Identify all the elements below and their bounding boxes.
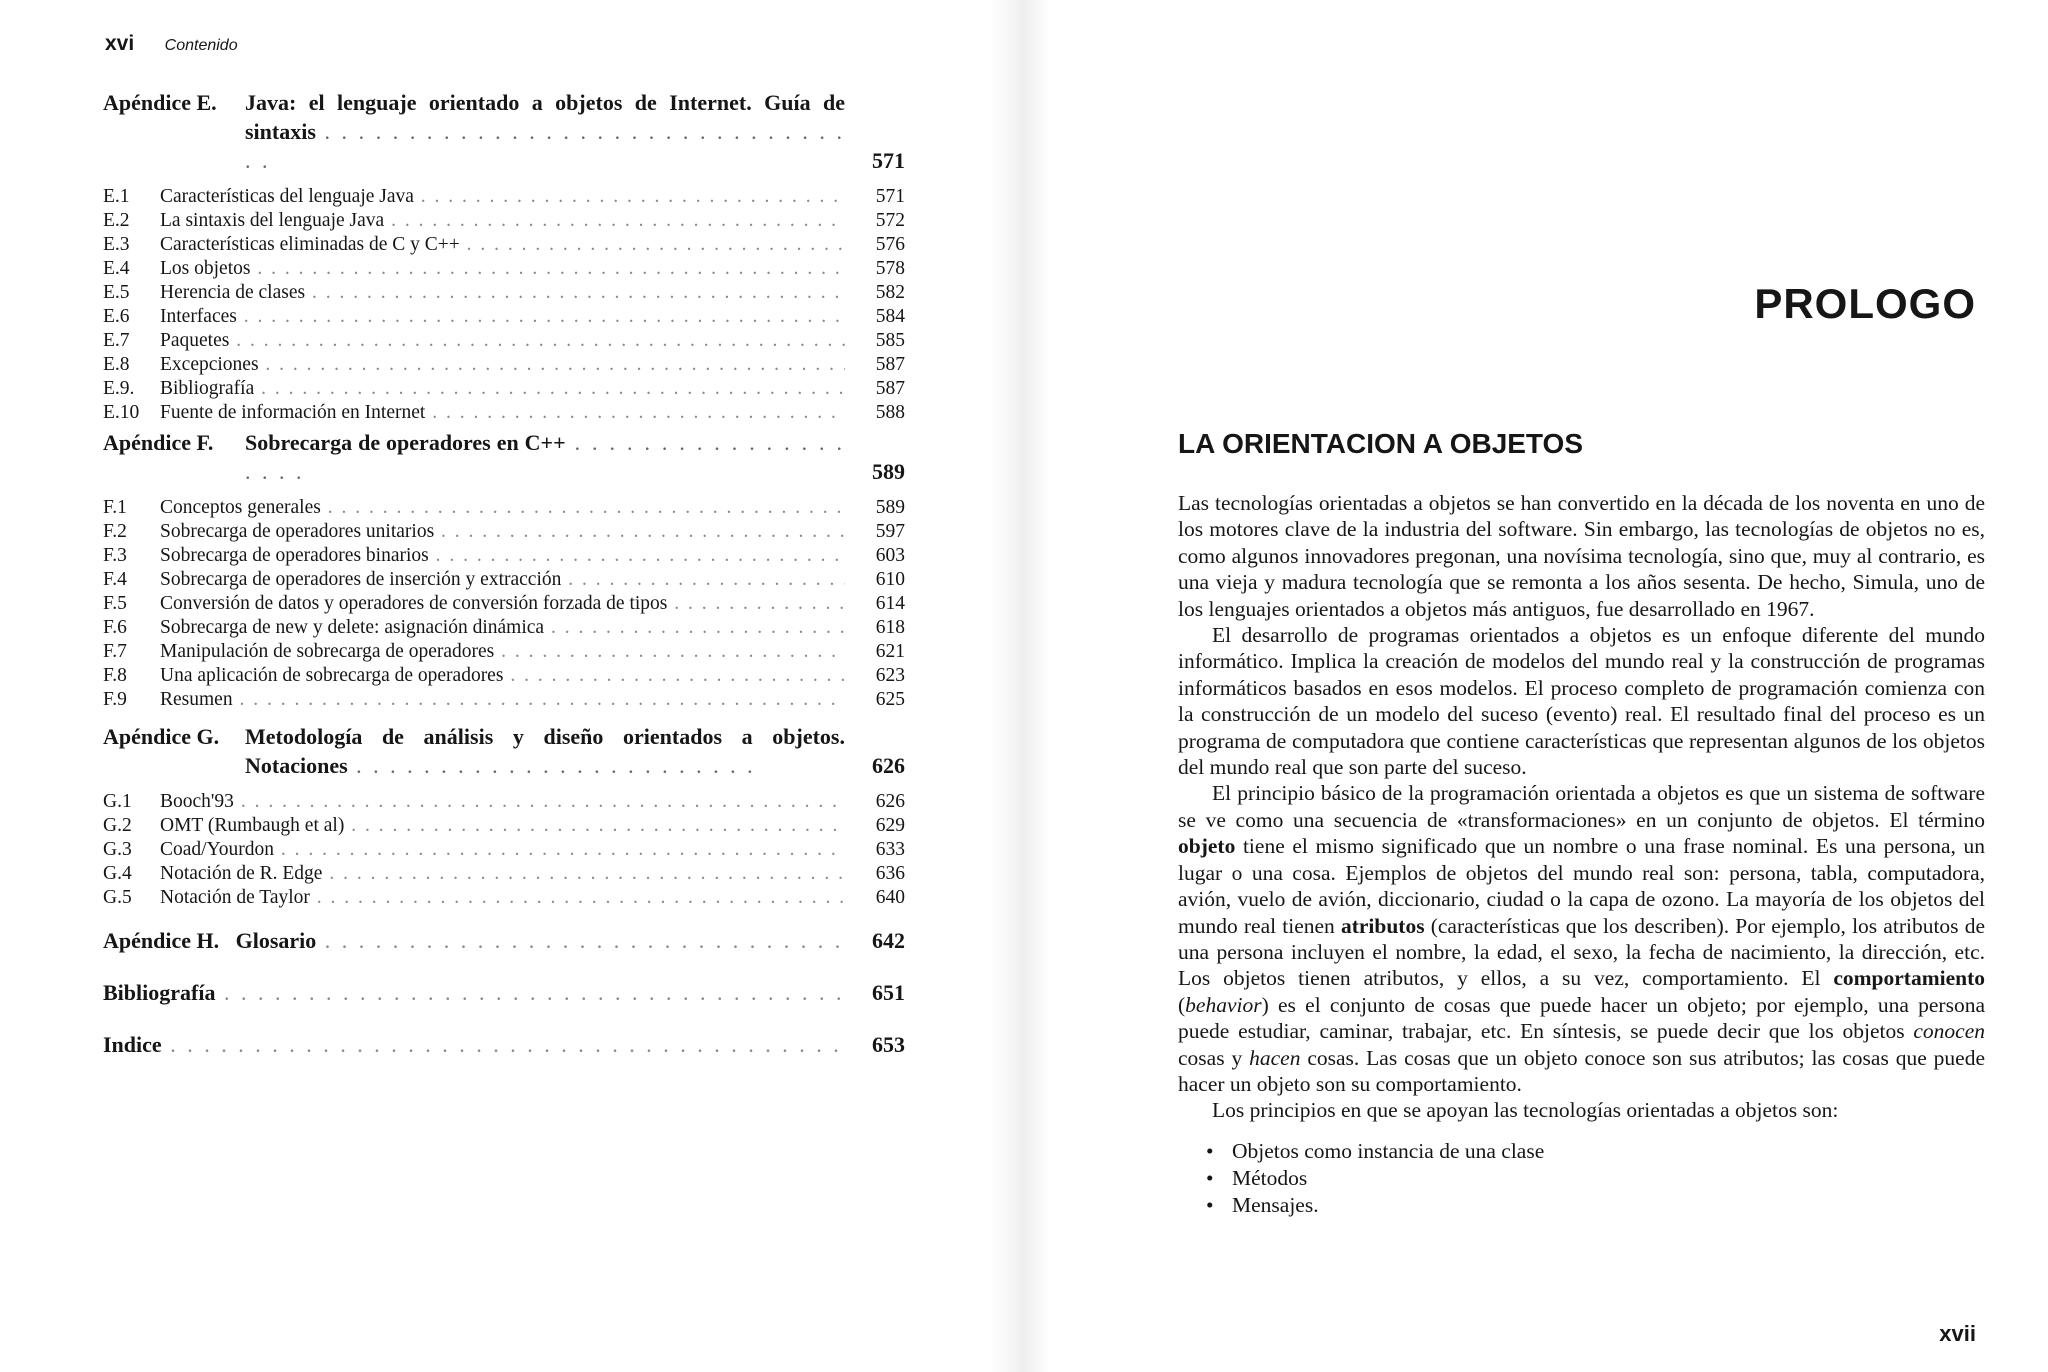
- toc-entry: E.6 Interfaces . . . 584: [103, 305, 905, 329]
- appendix-f-section: [103, 428, 905, 712]
- appendix-title: Metodología de análisis y diseño orientados a objetos. Notaciones . . . . . . . . . . . . . . . . . . . . . . . .: [245, 724, 845, 778]
- appendix-label: Apéndice E.: [103, 90, 217, 115]
- left-page-header: [105, 32, 238, 56]
- appendix-heading: [103, 428, 905, 486]
- toc-entry: F.7 Manipulación de sobrecarga de operadores . . . 621: [103, 640, 905, 664]
- toc-entry: G.1 Booch'93 . . . 626: [103, 790, 905, 814]
- body-text: [1178, 490, 1985, 1219]
- term-comportamiento: comportamiento: [1833, 966, 1985, 991]
- list-item: • Métodos: [1178, 1165, 1985, 1192]
- paragraph: Las tecnologías orientadas a objetos se han convertido en la década de los noventa en uno de los motores clave de la industria del software. Sin embargo, las tecnologías de objetos no es, como algunos innovadores pregonan, una novísima tecnología, sino que, muy al contrario, es una vieja y madura tecnología que se remonta a los años sesenta. De hecho, Simula, uno de los lenguajes orientados a objetos más antiguos, fue desarrollado en 1967.: [1178, 491, 1985, 621]
- toc-entry: F.2 Sobrecarga de operadores unitarios . . . 597: [103, 520, 905, 544]
- paragraph: Los principios en que se apoyan las tecnologías orientadas a objetos son:: [1212, 1098, 1839, 1123]
- paragraph: El principio básico de la programación orientada a objetos es que un sistema de software se ve como una secuencia de «transformaciones» en un conjunto de objetos. El término objeto tiene el mismo significado que un nombre o una frase nominal. Es una persona, un lugar o una cosa. Ejemplos de objetos del mundo real son: persona, tabla, computadora, avión, vuelo de avión, diccionario, ciudad o la capa de ozono. La mayoría de los objetos del mundo real tienen atributos (características que los describen). Por ejemplo, los atributos de una persona incluyen el nombre, la edad, el sexo, la fecha de nacimiento, la dirección, etc. Los objetos tienen atributos, y ellos, a su vez, comportamiento. El comportamiento (behavior) es el conjunto de cosas que puede hacer un objeto; por ejemplo, una persona puede estudiar, caminar, trabajar, etc. En síntesis, se puede decir que los objetos conocen cosas y hacen cosas. Las cosas que un objeto conoce son sus atributos; las cosas que puede hacer un objeto son su comportamiento.: [1178, 781, 1985, 1096]
- toc-entry: F.4 Sobrecarga de operadores de inserción y extracción . . . 610: [103, 568, 905, 592]
- toc-entry: E.9. Bibliografía . . . 587: [103, 377, 905, 401]
- left-page: [0, 0, 1000, 1372]
- toc-entry-indice: Indice . . . 653: [103, 1030, 905, 1060]
- appendix-g-section: [103, 722, 905, 910]
- chapter-title: PROLOGO: [1754, 280, 1976, 327]
- appendix-entries: [103, 790, 905, 910]
- term-objeto: objeto: [1178, 834, 1236, 859]
- toc-entry: E.2 La sintaxis del lenguaje Java . . . 572: [103, 209, 905, 233]
- appendix-label: Apéndice F.: [103, 430, 214, 455]
- toc-entry: G.5 Notación de Taylor . . . 640: [103, 886, 905, 910]
- appendix-heading: [103, 722, 905, 780]
- list-item: • Objetos como instancia de una clase: [1178, 1138, 1985, 1165]
- list-item: • Mensajes.: [1178, 1192, 1985, 1219]
- running-title: Contenido: [164, 37, 238, 54]
- toc-entry: G.2 OMT (Rumbaugh et al) . . . 629: [103, 814, 905, 838]
- right-page-number: xvii: [1939, 1321, 1976, 1346]
- final-entries-section: [103, 926, 905, 1060]
- toc-entry: F.3 Sobrecarga de operadores binarios . . . 603: [103, 544, 905, 568]
- appendix-title: Sobrecarga de operadores en C++ . . . . . . . . . . . . . . . . . . . .: [245, 430, 846, 484]
- appendix-entries: [103, 185, 905, 425]
- toc-entry: F.8 Una aplicación de sobrecarga de operadores . . . 623: [103, 664, 905, 688]
- toc-entry: F.9 Resumen . . . 625: [103, 688, 905, 712]
- appendix-heading: [103, 88, 905, 175]
- toc-entry: E.4 Los objetos . . . 578: [103, 257, 905, 281]
- appendix-page: 626: [872, 753, 905, 778]
- toc-entry: E.8 Excepciones . . . 587: [103, 353, 905, 377]
- bullet-list: [1178, 1138, 1985, 1219]
- appendix-title: Java: el lenguaje orientado a objetos de Internet. Guía de sintaxis . . . . . . . . . . . . . . . . . . . . . . . . . . . . . . . . .: [245, 90, 845, 173]
- toc-entry: G.4 Notación de R. Edge . . . 636: [103, 862, 905, 886]
- term-atributos: atributos: [1340, 913, 1425, 938]
- paragraph: El desarrollo de programas orientados a objetos es un enfoque diferente del mundo informático. Implica la creación de modelos del mundo real y la construcción de programas informáticos basados en esos modelos. El proceso completo de programación comienza con la construcción de un modelo del suceso (evento) real. El resultado final del proceso es un programa de computadora que contiene características que representan algunos de los objetos del mundo real que son parte del suceso.: [1178, 623, 1985, 780]
- appendix-entries: [103, 496, 905, 712]
- toc-entry: E.3 Características eliminadas de C y C++ . . . 576: [103, 233, 905, 257]
- toc-entry: E.10 Fuente de información en Internet . . . 588: [103, 401, 905, 425]
- toc-entry: E.5 Herencia de clases . . . 582: [103, 281, 905, 305]
- appendix-label: Apéndice G.: [103, 724, 220, 749]
- appendix-e-section: [103, 88, 905, 425]
- toc-entry: F.6 Sobrecarga de new y delete: asignación dinámica . . . 618: [103, 616, 905, 640]
- toc-entry: F.1 Conceptos generales . . . 589: [103, 496, 905, 520]
- toc-entry-glosario: Apéndice H. Glosario . . . 642: [103, 926, 905, 956]
- appendix-page: 589: [872, 459, 905, 484]
- toc-entry: F.5 Conversión de datos y operadores de conversión forzada de tipos . . . 614: [103, 592, 905, 616]
- left-page-number: xvi: [105, 32, 135, 55]
- right-page: [1010, 0, 2048, 1372]
- toc-entry: E.7 Paquetes . . . 585: [103, 329, 905, 353]
- toc-entry-bibliografia: Bibliografía . . . 651: [103, 978, 905, 1008]
- section-title: LA ORIENTACION A OBJETOS: [1178, 428, 1583, 459]
- toc-entry: G.3 Coad/Yourdon . . . 633: [103, 838, 905, 862]
- toc-entry: E.1 Características del lenguaje Java . . . 571: [103, 185, 905, 209]
- appendix-page: 571: [872, 148, 905, 173]
